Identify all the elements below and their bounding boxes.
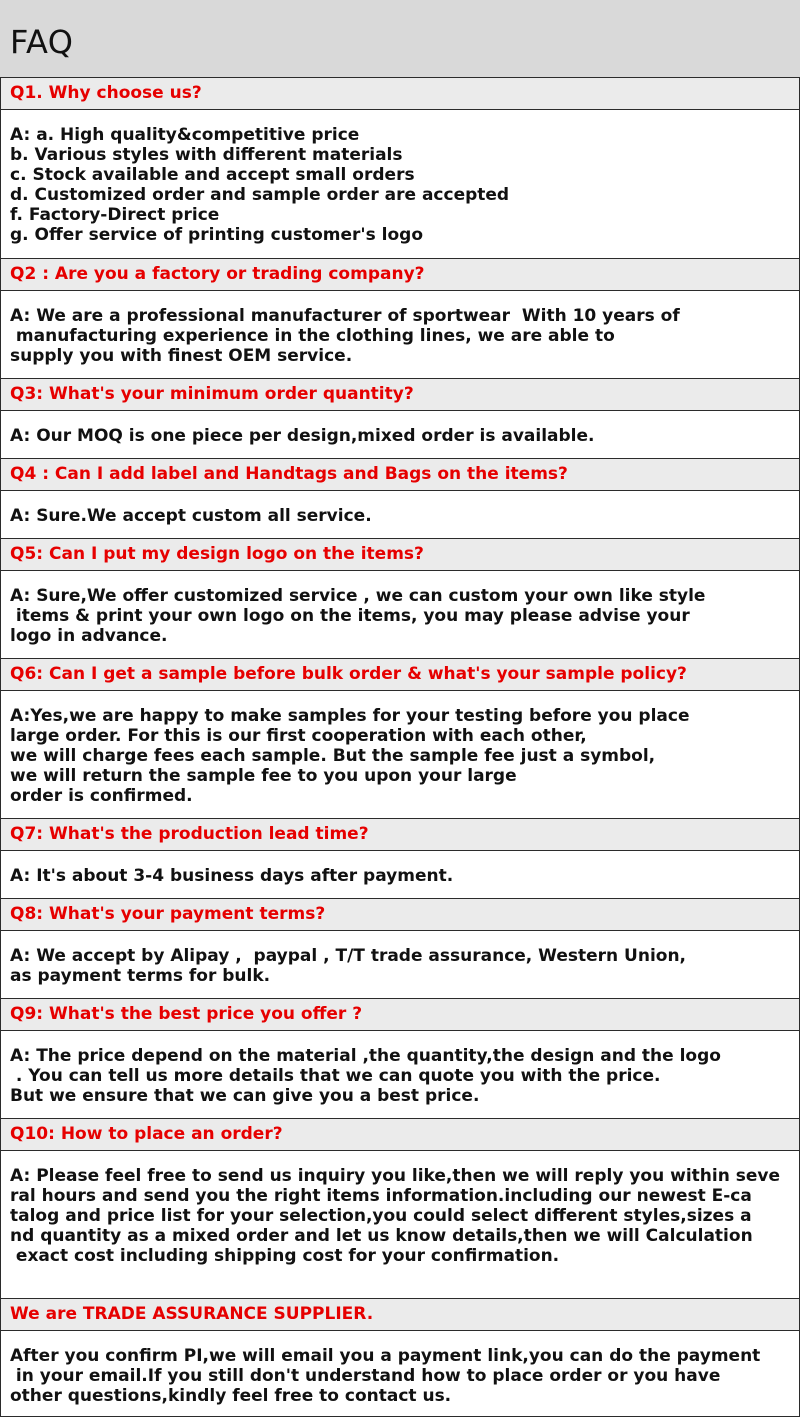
faq-answer-line: exact cost including shipping cost for your confirmation. (10, 1246, 560, 1266)
faq-answer-line: A: Please feel free to send us inquiry you like,then we will reply you within seve (10, 1166, 780, 1186)
faq-header (0, 0, 800, 77)
faq-answer-line: g. Offer service of printing customer's logo (10, 225, 424, 245)
faq-question: Q8: What's your payment terms? (1, 899, 799, 931)
faq-answer-line: c. Stock available and accept small orders (10, 165, 415, 185)
faq-answer-line: large order. For this is our first cooperation with each other, (10, 726, 587, 746)
faq-answer-line: A: We accept by Alipay , paypal , T/T trade assurance, Western Union, (10, 946, 687, 966)
faq-question: Q2 : Are you a factory or trading company? (1, 259, 799, 291)
faq-question: Q10: How to place an order? (1, 1119, 799, 1151)
faq-question: Q5: Can I put my design logo on the items? (1, 539, 799, 571)
faq-answer-line: manufacturing experience in the clothing lines, we are able to (10, 326, 615, 346)
faq-answer-line: other questions,kindly feel free to contact us. (10, 1386, 452, 1406)
faq-answer-line: A: We are a professional manufacturer of sportwear With 10 years of (10, 306, 680, 326)
faq-answer-line: talog and price list for your selection,you could select different styles,sizes a (10, 1206, 752, 1226)
faq-answer-line: we will charge fees each sample. But the sample fee just a symbol, (10, 746, 656, 766)
faq-answer (1, 110, 799, 259)
faq-answer-line: A: a. High quality&competitive price (10, 125, 360, 145)
faq-answer-line: A: Sure,We offer customized service , we can custom your own like style (10, 586, 706, 606)
faq-answer (1, 291, 799, 379)
faq-answer (1, 691, 799, 819)
faq-answer (1, 851, 799, 899)
faq-question: Q6: Can I get a sample before bulk order & what's your sample policy? (1, 659, 799, 691)
faq-answer (1, 411, 799, 459)
faq-answer-line: logo in advance. (10, 626, 168, 646)
faq-answer (1, 571, 799, 659)
faq-answer-line: f. Factory-Direct price (10, 205, 220, 225)
faq-answer-line: A: The price depend on the material ,the quantity,the design and the logo (10, 1046, 721, 1066)
faq-answer-line: supply you with finest OEM service. (10, 346, 353, 366)
faq-answer-line: After you confirm PI,we will email you a payment link,you can do the payment (10, 1346, 761, 1366)
faq-answer-line: items & print your own logo on the items, you may please advise your (10, 606, 690, 626)
faq-question: Q7: What's the production lead time? (1, 819, 799, 851)
faq-answer-line: order is confirmed. (10, 786, 193, 806)
faq-answer-line: b. Various styles with different materials (10, 145, 403, 165)
faq-answer (1, 491, 799, 539)
faq-answer-line: But we ensure that we can give you a best price. (10, 1086, 480, 1106)
page-title: FAQ (10, 23, 74, 61)
faq-answer-line: ral hours and send you the right items information.including our newest E-ca (10, 1186, 752, 1206)
faq-answer-line: d. Customized order and sample order are accepted (10, 185, 510, 205)
faq-answer-line: A: Our MOQ is one piece per design,mixed order is available. (10, 426, 595, 446)
faq-answer (1, 1331, 799, 1417)
faq-question: Q4 : Can I add label and Handtags and Bags on the items? (1, 459, 799, 491)
faq-answer-line: A: Sure.We accept custom all service. (10, 506, 372, 526)
faq-question: Q9: What's the best price you offer ? (1, 999, 799, 1031)
faq-answer (1, 1151, 799, 1299)
faq-answer-line: A: It's about 3-4 business days after payment. (10, 866, 454, 886)
faq-question: We are TRADE ASSURANCE SUPPLIER. (1, 1299, 799, 1331)
faq-question: Q3: What's your minimum order quantity? (1, 379, 799, 411)
faq-answer-line: as payment terms for bulk. (10, 966, 271, 986)
faq-table (0, 77, 800, 1417)
faq-question: Q1. Why choose us? (1, 78, 799, 110)
faq-answer (1, 931, 799, 999)
faq-answer-line: in your email.If you still don't understand how to place order or you have (10, 1366, 721, 1386)
faq-answer (1, 1031, 799, 1119)
faq-answer-line: nd quantity as a mixed order and let us know details,then we will Calculation (10, 1226, 753, 1246)
faq-answer-line: A:Yes,we are happy to make samples for your testing before you place (10, 706, 690, 726)
faq-answer-line: . You can tell us more details that we can quote you with the price. (10, 1066, 661, 1086)
faq-answer-line: we will return the sample fee to you upon your large (10, 766, 517, 786)
